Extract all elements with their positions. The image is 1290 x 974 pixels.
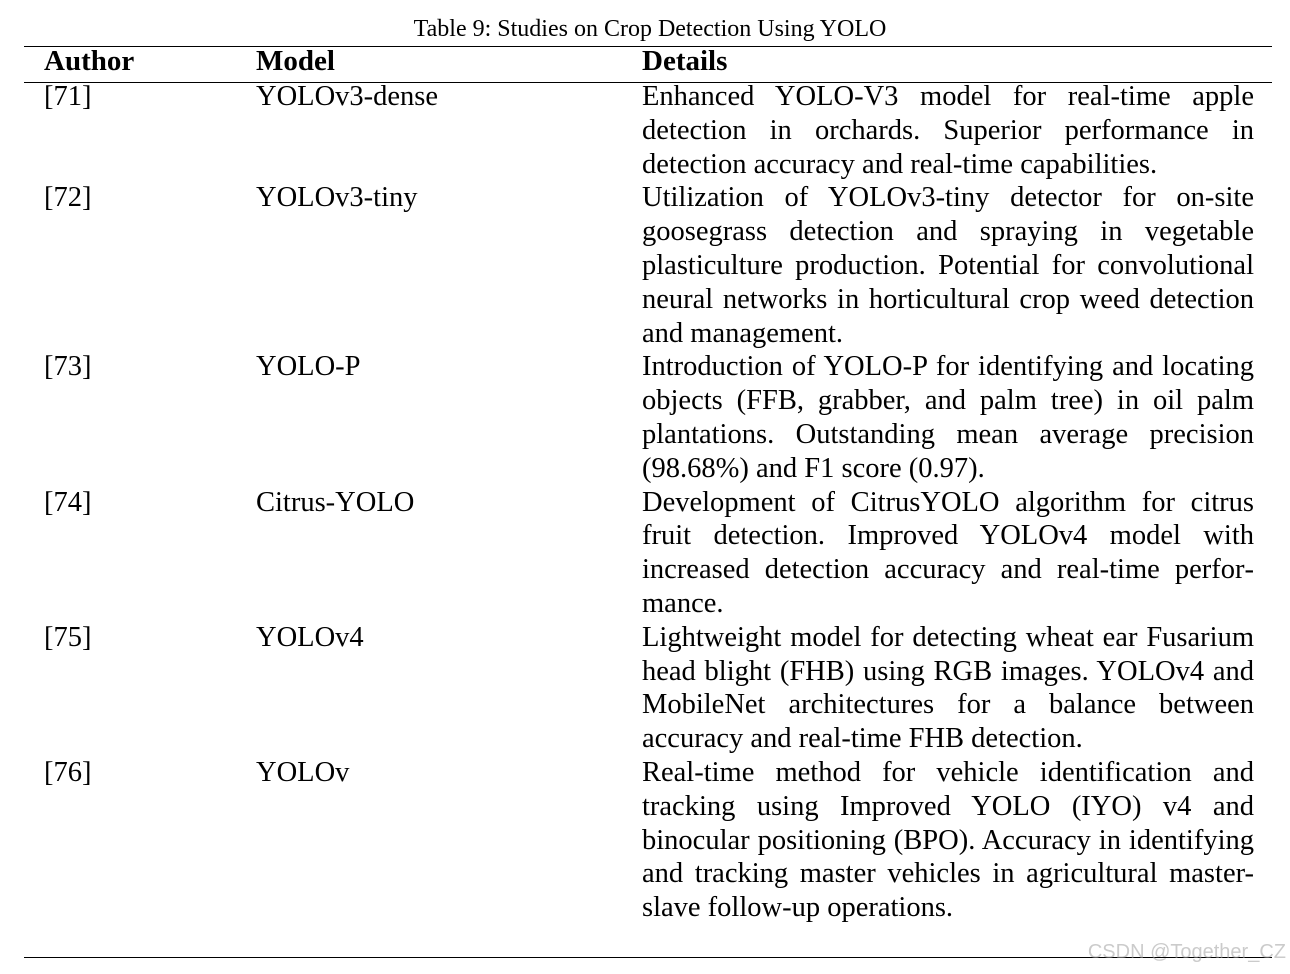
cell-details: Development of CitrusYOLO algorithm for citrus fruit detection. Improved YOLOv4 model with increased detection accuracy and real-time performance.	[642, 486, 1254, 619]
table-row	[0, 350, 1290, 485]
cell-details: Enhanced YOLO-V3 model for real-time apple detection in orchards. Superior performance in detection accuracy and real-time capabilities.	[642, 81, 1254, 180]
cell-details: Lightweight model for detecting wheat ear Fusarium head blight (FHB) using RGB images. YOLOv4 and MobileNet architectures for a balance between accuracy and real-time FHB detection.	[642, 621, 1254, 755]
cell-model: YOLOv3-tiny	[256, 182, 418, 214]
cell-author: [76]	[44, 756, 92, 788]
table-row	[0, 486, 1290, 621]
cell-details: Real-time method for vehicle identification and tracking using Improved YOLO (IYO) v4 and binocular positioning (BPO). Accuracy in identifying and tracking master vehicles in agricultural master-slave follow-up operations.	[642, 756, 1254, 924]
cell-model: YOLOv3-dense	[256, 81, 439, 112]
cell-author: [73]	[44, 351, 92, 383]
cell-author: [75]	[44, 621, 92, 653]
cell-model: YOLOv	[256, 756, 350, 788]
cell-model: YOLO-P	[256, 351, 361, 383]
cell-author: [71]	[44, 81, 92, 112]
header-model: Model	[256, 45, 335, 77]
table-header	[0, 44, 1290, 80]
header-author: Author	[44, 45, 135, 77]
table-body	[0, 80, 1290, 925]
cell-details: Introduction of YOLO-P for identifying and locating objects (FFB, grabber, and palm tree) in oil palm plantations. Outstanding mean average precision (98.68%) and F1 score (0.97).	[642, 351, 1254, 484]
table-row	[0, 181, 1290, 350]
cell-model: YOLOv4	[256, 621, 364, 653]
cell-author: [72]	[44, 182, 92, 214]
cell-author: [74]	[44, 486, 92, 518]
header-details: Details	[642, 45, 728, 77]
watermark: CSDN @Together_CZ	[1087, 941, 1286, 963]
table-row	[0, 80, 1290, 181]
cell-details: Utilization of YOLOv3-tiny detector for on-site goosegrass detection and spraying in vegetable plasticulture production. Potential for convolutional neural networks in horticultural crop weed detection and management.	[642, 182, 1254, 349]
table-row	[0, 621, 1290, 756]
cell-model: Citrus-YOLO	[256, 486, 415, 518]
bottom-rule	[24, 957, 1272, 958]
table-row	[0, 756, 1290, 925]
table-caption: Table 9: Studies on Crop Detection Using YOLO	[413, 16, 887, 42]
